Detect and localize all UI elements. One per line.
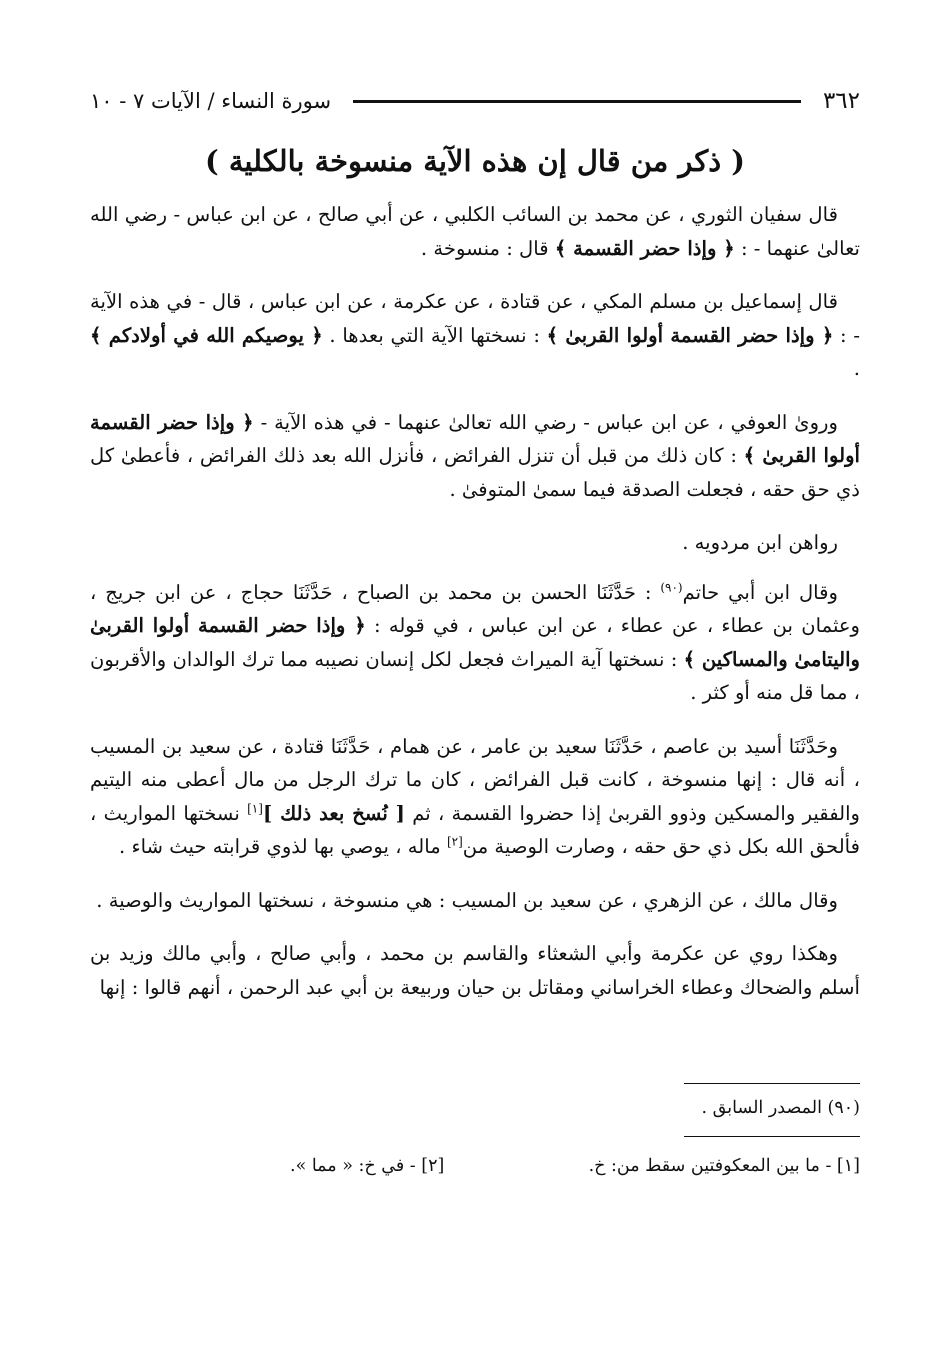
quran-quote: ﴿ وإذا حضر القسمة ﴾ [554, 236, 735, 260]
bracketed-insertion: [ نُسخ بعد ذلك ] [262, 801, 405, 825]
running-header [90, 84, 860, 118]
paragraph-4 [90, 526, 860, 560]
text: قال : منسوخة . [420, 236, 549, 260]
editor-note-ref: [٢] [446, 834, 463, 849]
editor-note-1: [١] - ما بين المعكوفتين سقط من: خ. [588, 1156, 860, 1176]
body-text [90, 198, 860, 1024]
text: نسختها المواريث ، فألحق الله بكل ذي حق حقه ، وصارت الوصية من [90, 801, 860, 858]
text: قال سفيان الثوري ، عن محمد بن السائب الكلبي ، عن أبي صالح ، عن ابن عباس - رضي الله تعالىٰ عنهما - : [90, 203, 860, 260]
quran-quote: ﴿ وإذا حضر القسمة أولوا القربىٰ ﴾ [90, 410, 860, 467]
text: رواهن ابن مردويه . [682, 531, 838, 554]
running-title: سورة النساء / الآيات ٧ - ١٠ [90, 89, 332, 113]
text: وقال مالك ، عن الزهري ، عن سعيد بن المسيب : هي منسوخة ، نسختها المواريث والوصية . [96, 888, 838, 912]
quran-quote: ﴿ وإذا حضر القسمة أولوا القربىٰ واليتامىٰ والمساكين ﴾ [90, 614, 860, 671]
paragraph-7 [90, 884, 860, 918]
text: قال إسماعيل بن مسلم المكي ، عن قتادة ، عن عكرمة ، عن ابن عباس ، قال - في هذه الآية - : [90, 290, 860, 347]
quran-quote: ﴿ وإذا حضر القسمة أولوا القربىٰ ﴾ [546, 323, 834, 347]
paragraph-2 [90, 285, 860, 386]
text: وروىٰ العوفي ، عن ابن عباس - رضي الله تعالىٰ عنهما - في هذه الآية - [260, 410, 838, 434]
text: : نسختها آية الميراث فجعل لكل إنسان نصيبه مما ترك الوالدان والأقربون ، مما قل منه أو كثر . [90, 647, 860, 704]
text: وهكذا روي عن عكرمة وأبي الشعثاء والقاسم بن محمد ، وأبي صالح ، وأبي مالك وزيد بن أسلم والضحاك وعطاء الخراساني ومقاتل بن حيان وربيعة بن أبي عبد الرحمن ، أنهم قالوا : إنها [90, 942, 860, 999]
editor-note-ref: [١] [247, 800, 263, 815]
footnote-rule [684, 1083, 860, 1084]
text: وحَدَّثَنَا أسيد بن عاصم ، حَدَّثَنَا سعيد بن عامر ، عن همام ، حَدَّثَنَا قتادة ، عن سعيد بن المسيب ، أنه قال : إنها منسوخة ، كانت قبل الفرائض ، كان ما ترك الرجل من مال أعطى منه اليتيم والفقير والمسكين وذوو القربىٰ إذا حضروا القسمة ، ثم [90, 734, 861, 825]
footnote: (٩٠) المصدر السابق . [701, 1098, 860, 1118]
text: : نسختها الآية التي بعدها . [329, 323, 540, 347]
editor-notes [290, 1152, 860, 1180]
paragraph-1 [90, 198, 860, 265]
text: . [853, 357, 860, 380]
page-number: ٣٦٢ [822, 88, 860, 114]
paragraph-8 [90, 937, 860, 1004]
paragraph-3 [90, 406, 860, 507]
text: ماله ، يوصي بها لذوي قرابته حيث شاء . [118, 835, 441, 858]
quran-quote: ﴿ يوصيكم الله في أولادكم ﴾ [90, 323, 323, 347]
section-title: ( ذكر من قال إن هذه الآية منسوخة بالكلية ) [205, 144, 745, 178]
paragraph-5 [90, 576, 860, 710]
header-rule [353, 100, 801, 103]
text: : حَدَّثَنَا الحسن بن محمد بن الصباح ، حَدَّثَنَا حجاج ، عن ابن جريج ، وعثمان بن عطاء ، عن عطاء ، عن ابن عباس ، في قوله : [90, 580, 861, 637]
text: وقال ابن أبي حاتم [682, 580, 838, 604]
editor-notes-rule [684, 1136, 860, 1137]
editor-note-2: [٢] - في خ: « مما ». [290, 1156, 445, 1176]
text: : كان ذلك من قبل أن تنزل الفرائض ، فأنزل الله بعد ذلك الفرائض ، فأعطىٰ كل ذي حق حقه ، فجعلت الصدقة فيما سمىٰ المتوفىٰ . [90, 444, 860, 501]
paragraph-6 [90, 730, 860, 864]
footnote-ref: (٩٠) [660, 579, 683, 594]
